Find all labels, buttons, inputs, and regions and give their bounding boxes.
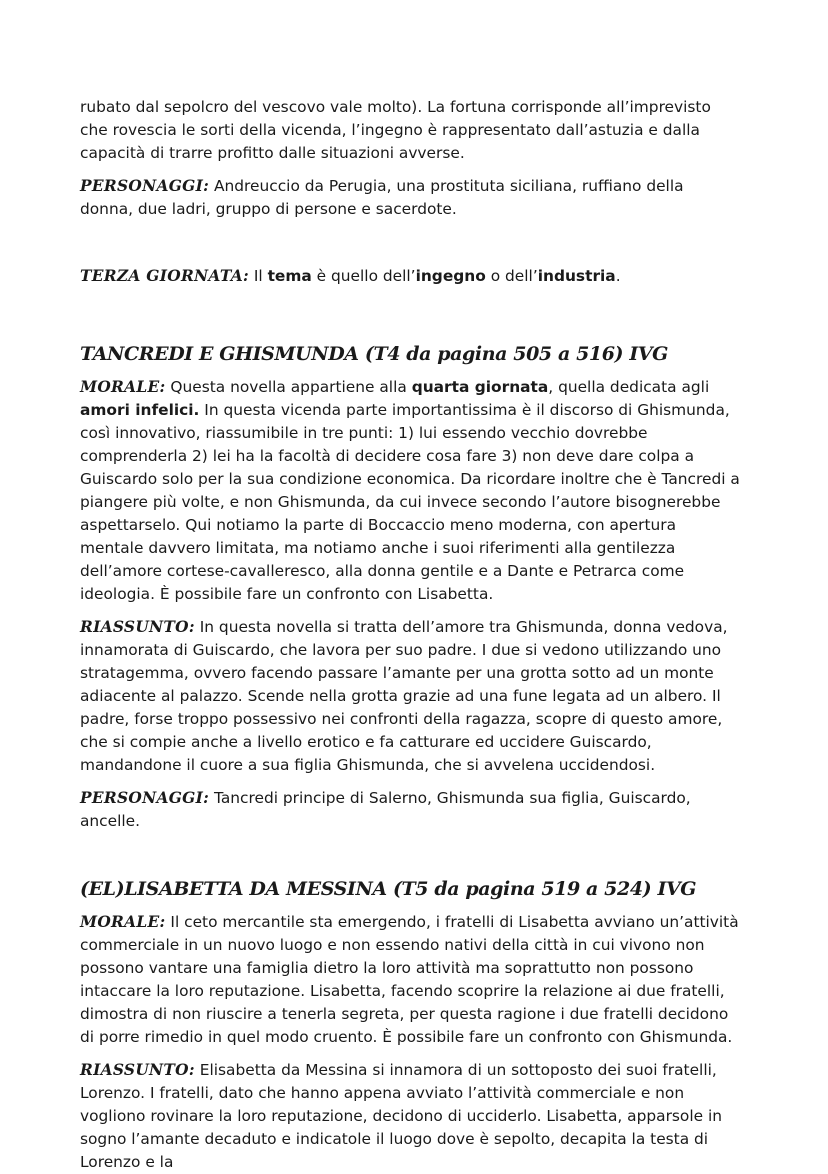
tancredi-personaggi (80, 787, 740, 833)
intro-personaggi (80, 175, 740, 221)
text: Il (248, 267, 268, 285)
text: . (615, 267, 621, 285)
personaggi-text: Andreuccio da Perugia, una prostituta siciliana, ruffiano della donna, due ladri, gruppo di persone e sacerdote. (80, 177, 684, 218)
terza-giornata-line (80, 265, 740, 288)
morale-text: Il ceto mercantile sta emergendo, i fratelli di Lisabetta avviano un’attività commerciale in un nuovo luogo e non essendo nativi della città in cui vivono non possono vantare una famiglia dietro la loro attività ma soprattutto non possono intaccare la loro reputazione. Lisabetta, facendo scoprire la relazione ai due fratelli, dimostra di non riuscire a tenerla segreta, per questa ragione i due fratelli decidono di porre rimedio in quel modo cruento. È possibile fare un confronto con Ghismunda. (80, 913, 739, 1046)
bold-term: tema (267, 267, 312, 285)
text: , quella dedicata agli (548, 378, 710, 396)
text: Questa novella appartiene alla (165, 378, 412, 396)
personaggi-text: Tancredi principe di Salerno, Ghismunda sua figlia, Guiscardo, ancelle. (80, 789, 691, 830)
section-title-tancredi: TANCREDI E GHISMUNDA (T4 da pagina 505 a 516) IVG (80, 343, 669, 365)
text: In questa vicenda parte importantissima è il discorso di Ghismunda, così innovativo, riassumibile in tre punti: 1) lui essendo vecchio dovrebbe comprenderla 2) lei ha la facoltà di decidere cosa fare 3) non deve dare colpa a Guiscardo solo per la sua condizione economica. Da ricordare inoltre che è Tancredi a piangere più volte, e non Ghismunda, da cui invece secondo l’autore bisognerebbe aspettarselo. Qui notiamo la parte di Boccaccio meno moderna, con apertura mentale davvero limitata, ma notiamo anche i suoi riferimenti alla gentilezza dell’amore cortese-cavalleresco, alla donna gentile e a Dante e Petrarca come ideologia. È possibile fare un confronto con Lisabetta. (80, 401, 740, 603)
section-title-lisabetta: (EL)LISABETTA DA MESSINA (T5 da pagina 519 a 524) IVG (80, 878, 697, 900)
bold-term: industria (537, 267, 616, 285)
tancredi-riassunto (80, 616, 740, 777)
intro-paragraph: rubato dal sepolcro del vescovo vale molto). La fortuna corrisponde all’imprevisto che rovescia le sorti della vicenda, l’ingegno è rappresentato dall’astuzia e dalla capacità di trarre profitto dalle situazioni avverse. (80, 98, 711, 162)
tancredi-morale (80, 376, 740, 606)
riassunto-text: In questa novella si tratta dell’amore tra Ghismunda, donna vedova, innamorata di Guiscardo, che lavora per suo padre. I due si vedono utilizzando uno stratagemma, ovvero facendo passare l’amante per una grotta sotto ad un monte adiacente al palazzo. Scende nella grotta grazie ad una fune legata ad un albero. Il padre, forse troppo possessivo nei confronti della ragazza, scopre di questo amore, che si compie anche a livello erotico e fa catturare ed uccidere Guiscardo, mandandone il cuore a sua figlia Ghismunda, che si avvelena uccidendosi. (80, 618, 728, 774)
terza-giornata-label: TERZA GIORNATA: (80, 267, 249, 285)
riassunto-label: RIASSUNTO: (80, 618, 195, 636)
personaggi-label: PERSONAGGI: (80, 789, 210, 807)
riassunto-label: RIASSUNTO: (80, 1061, 195, 1079)
bold-term: quarta giornata (411, 378, 549, 396)
text: o dell’ (485, 267, 538, 285)
riassunto-text: Elisabetta da Messina si innamora di un sottoposto dei suoi fratelli, Lorenzo. I fratelli, dato che hanno appena avviato l’attività commerciale e non vogliono rovinare la loro reputazione, decidono di ucciderlo. Lisabetta, apparsole in sogno l’amante decaduto e indicatole il luogo dove è sepolto, decapita la testa di Lorenzo e la (80, 1061, 723, 1171)
morale-label: MORALE: (80, 378, 166, 396)
bold-term: ingegno (415, 267, 486, 285)
lisabetta-riassunto (80, 1059, 740, 1174)
bold-term: amori infelici. (80, 401, 200, 419)
morale-label: MORALE: (80, 913, 166, 931)
lisabetta-morale (80, 911, 740, 1049)
personaggi-label: PERSONAGGI: (80, 177, 210, 195)
text: è quello dell’ (311, 267, 416, 285)
